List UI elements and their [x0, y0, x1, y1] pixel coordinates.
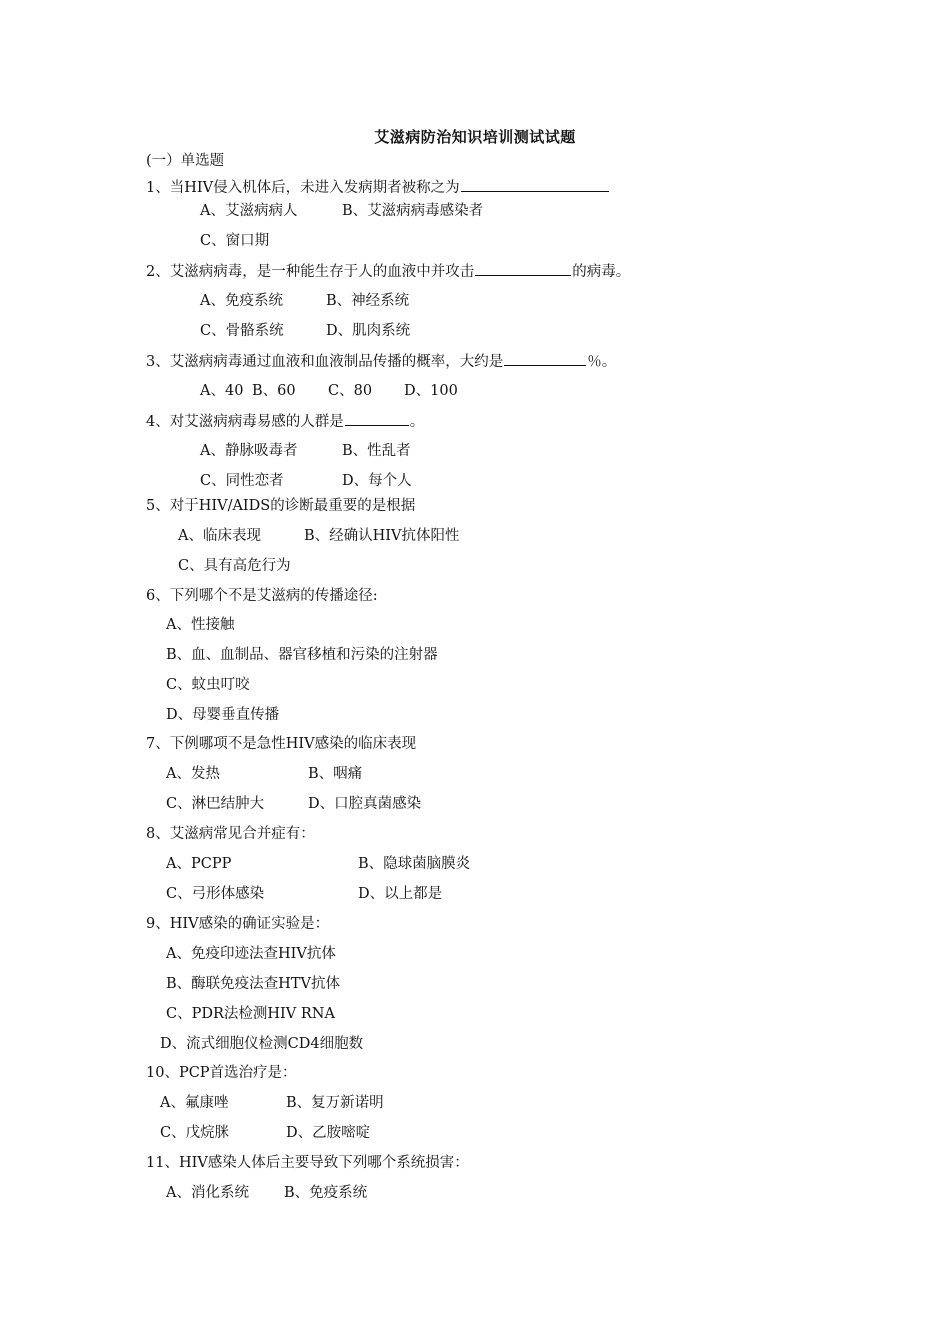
question-6: 6、下列哪个不是艾滋病的传播途径: — [146, 588, 378, 604]
question-1-text: 1、当HIV侵入机体后，未进入发病期者被称之为 — [146, 180, 460, 196]
option-b: B、60 — [252, 383, 296, 399]
option-a: A、免疫印迹法查HIV抗体 — [166, 946, 336, 962]
option-b: B、血、血制品、器官移植和污染的注射器 — [166, 647, 438, 663]
option-b: B、酶联免疫法查HTV抗体 — [166, 976, 340, 992]
option-a: A、消化系统 — [166, 1185, 249, 1201]
answer-blank — [504, 351, 586, 366]
question-4-options-row-2 — [200, 471, 412, 491]
question-3-text-end: ％。 — [587, 354, 617, 370]
option-c: C、同性恋者 — [200, 473, 284, 489]
option-d: D、每个人 — [342, 473, 412, 489]
question-1 — [146, 177, 610, 198]
option-a: A、静脉吸毒者 — [200, 443, 298, 459]
question-3-text: 3、艾滋病病毒通过血液和血液制品传播的概率，大约是 — [146, 354, 504, 370]
question-3 — [146, 351, 616, 372]
option-d: D、100 — [404, 383, 458, 399]
question-2-text: 2、艾滋病病毒，是一种能生存于人的血液中并攻击 — [146, 264, 475, 280]
question-7: 7、下例哪项不是急性HIV感染的临床表现 — [146, 736, 417, 752]
option-b: B、隐球菌脑膜炎 — [358, 856, 471, 872]
option-a: A、氟康唑 — [160, 1095, 229, 1111]
option-c: C、具有高危行为 — [178, 558, 291, 574]
question-8-options-row-1 — [166, 854, 470, 874]
question-7-options-row-1 — [166, 764, 362, 784]
option-d: D、母婴垂直传播 — [166, 707, 280, 723]
option-c: C、弓形体感染 — [166, 886, 265, 902]
option-c: C、戊烷脒 — [160, 1125, 230, 1141]
section-heading: (一）单选题 — [146, 153, 225, 169]
option-c: C、窗口期 — [200, 233, 270, 249]
option-d: D、乙胺嘧啶 — [286, 1125, 371, 1141]
question-4-options-row-1 — [200, 441, 411, 461]
option-b: B、咽痛 — [308, 766, 363, 782]
option-b: B、复万新诺明 — [286, 1095, 384, 1111]
option-b: B、性乱者 — [342, 443, 411, 459]
question-9: 9、HIV感染的确证实验是： — [146, 916, 330, 932]
option-b: B、免疫系统 — [284, 1185, 368, 1201]
answer-blank — [475, 261, 571, 276]
option-d: D、流式细胞仪检测CD4细胞数 — [160, 1036, 364, 1052]
option-a: A、免疫系统 — [200, 293, 283, 309]
option-c: C、蚊虫叮咬 — [166, 677, 250, 693]
option-a: A、临床表现 — [178, 528, 261, 544]
option-a: A、40 — [200, 383, 244, 399]
question-2-options-row-2 — [200, 321, 410, 341]
option-a: A、发热 — [166, 766, 220, 782]
option-a: A、性接触 — [166, 617, 235, 633]
answer-blank — [345, 411, 409, 426]
question-2-options-row-1 — [200, 291, 409, 311]
question-10-options-row-2 — [160, 1123, 370, 1143]
option-a: A、艾滋病病人 — [200, 203, 298, 219]
question-5-options-row-1 — [178, 526, 460, 546]
question-4-text: 4、对艾滋病病毒易感的人群是 — [146, 414, 344, 430]
question-2-text-end: 的病毒。 — [572, 264, 631, 280]
question-11-options — [166, 1183, 367, 1203]
option-b: B、神经系统 — [326, 293, 410, 309]
question-1-options-row-2 — [200, 231, 269, 251]
question-7-options-row-2 — [166, 794, 421, 814]
question-5: 5、对于HIV/AIDS的诊断最重要的是根据 — [146, 498, 416, 514]
question-8-options-row-2 — [166, 884, 442, 904]
question-3-options — [200, 381, 458, 401]
option-a: A、PCPP — [166, 856, 232, 872]
question-4-text-end: 。 — [409, 414, 425, 430]
question-8: 8、艾滋病常见合并症有： — [146, 826, 315, 842]
option-c: C、PDR法检测HIV RNA — [166, 1006, 335, 1022]
question-11: 11、HIV感染人体后主要导致下列哪个系统损害： — [146, 1155, 469, 1171]
question-2 — [146, 261, 630, 282]
question-4 — [146, 411, 424, 432]
option-d: D、肌肉系统 — [326, 323, 411, 339]
option-c: C、骨骼系统 — [200, 323, 284, 339]
option-c: C、淋巴结肿大 — [166, 796, 265, 812]
option-d: D、以上都是 — [358, 886, 443, 902]
answer-blank — [461, 177, 609, 192]
document-title: 艾滋病防治知识培训测试试题 — [374, 128, 576, 146]
question-5-options-row-2 — [178, 556, 291, 576]
option-b: B、经确认HIV抗体阳性 — [304, 528, 460, 544]
option-c: C、80 — [328, 383, 373, 399]
question-1-options-row-1 — [200, 201, 483, 221]
question-10: 10、PCP首选治疗是： — [146, 1065, 297, 1081]
option-b: B、艾滋病病毒感染者 — [342, 203, 484, 219]
question-10-options-row-1 — [160, 1093, 384, 1113]
option-d: D、口腔真菌感染 — [308, 796, 422, 812]
